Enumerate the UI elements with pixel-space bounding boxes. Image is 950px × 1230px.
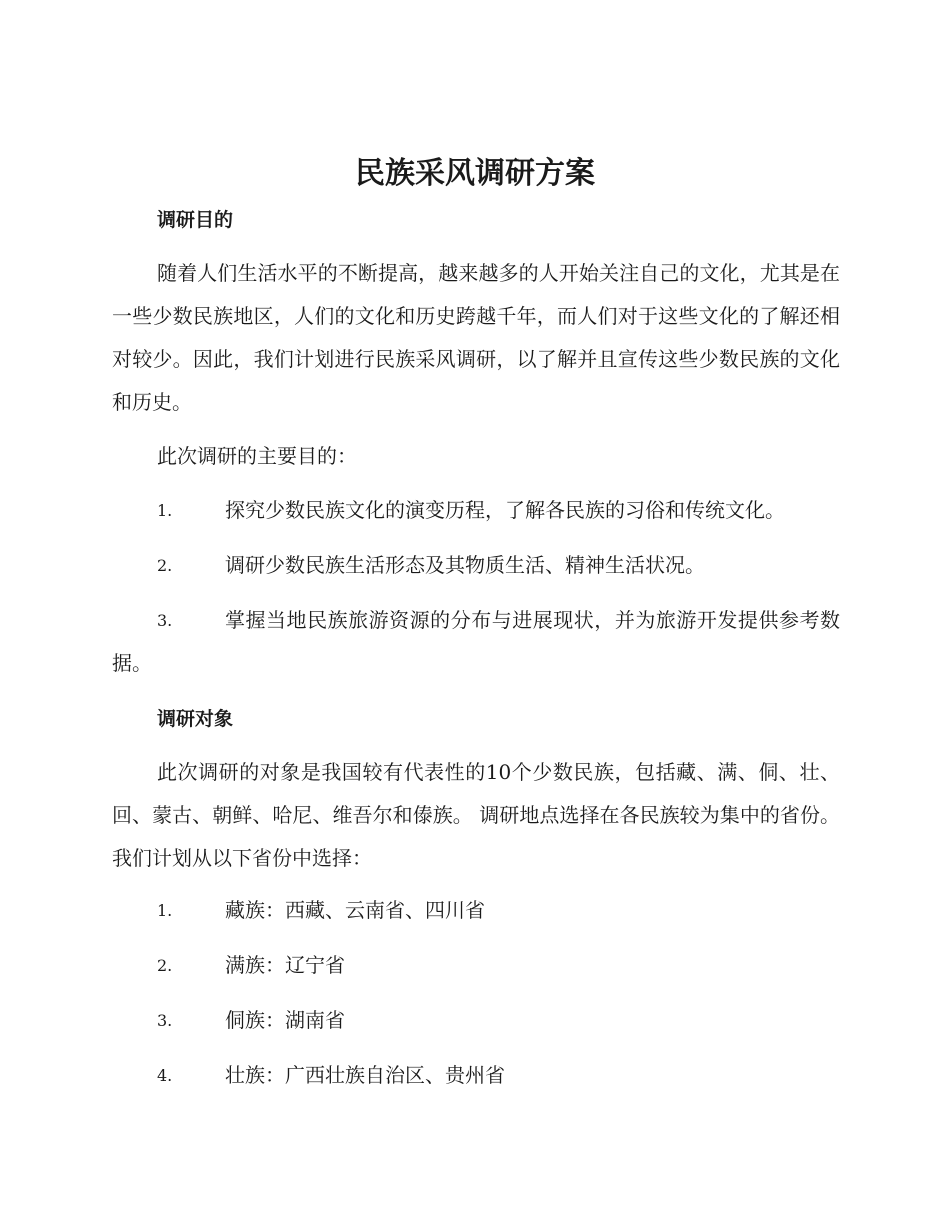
purpose-paragraph: 随着人们生活水平的不断提高，越来越多的人开始关注自己的文化，尤其是在一些少数民族地区，人们的文化和历史跨越千年，而人们对于这些文化的了解还相对较少。因此，我们计划进行民族采风调研，以了解并且宣传这些少数民族的文化和历史。 — [112, 261, 840, 414]
list-number: 3. — [157, 611, 173, 630]
list-number: 3. — [157, 1011, 173, 1030]
list-number: 1. — [157, 501, 173, 520]
list-item — [112, 889, 840, 932]
section-heading-subjects: 调研对象 — [157, 708, 234, 730]
purpose-lead-text: 此次调研的主要目的： — [157, 444, 357, 468]
list-item-text: 侗族：湖南省 — [225, 1008, 345, 1032]
document-title: 民族采风调研方案 — [355, 156, 595, 191]
list-number: 2. — [157, 556, 173, 575]
list-item — [112, 999, 840, 1042]
subjects-paragraph: 此次调研的对象是我国较有代表性的10个少数民族，包括藏、满、侗、壮、回、蒙古、朝鲜、哈尼、维吾尔和傣族。 调研地点选择在各民族较为集中的省份。我们计划从以下省份中选择： — [112, 760, 840, 870]
section-heading-purpose: 调研目的 — [157, 209, 234, 231]
list-item-text: 调研少数民族生活形态及其物质生活、精神生活状况。 — [225, 553, 705, 577]
list-item — [112, 599, 840, 685]
list-item — [112, 1054, 840, 1097]
list-number: 2. — [157, 956, 173, 975]
list-item-text: 壮族：广西壮族自治区、贵州省 — [225, 1063, 505, 1087]
list-item — [112, 544, 840, 587]
list-item — [112, 489, 840, 532]
list-item-text: 探究少数民族文化的演变历程，了解各民族的习俗和传统文化。 — [225, 498, 785, 522]
list-number: 1. — [157, 901, 173, 920]
list-item-text: 满族：辽宁省 — [225, 953, 345, 977]
list-item-text: 掌握当地民族旅游资源的分布与进展现状，并为旅游开发提供参考数据。 — [112, 608, 840, 675]
list-item — [112, 944, 840, 987]
list-item-text: 藏族：西藏、云南省、四川省 — [225, 898, 485, 922]
list-number: 4. — [157, 1066, 173, 1085]
